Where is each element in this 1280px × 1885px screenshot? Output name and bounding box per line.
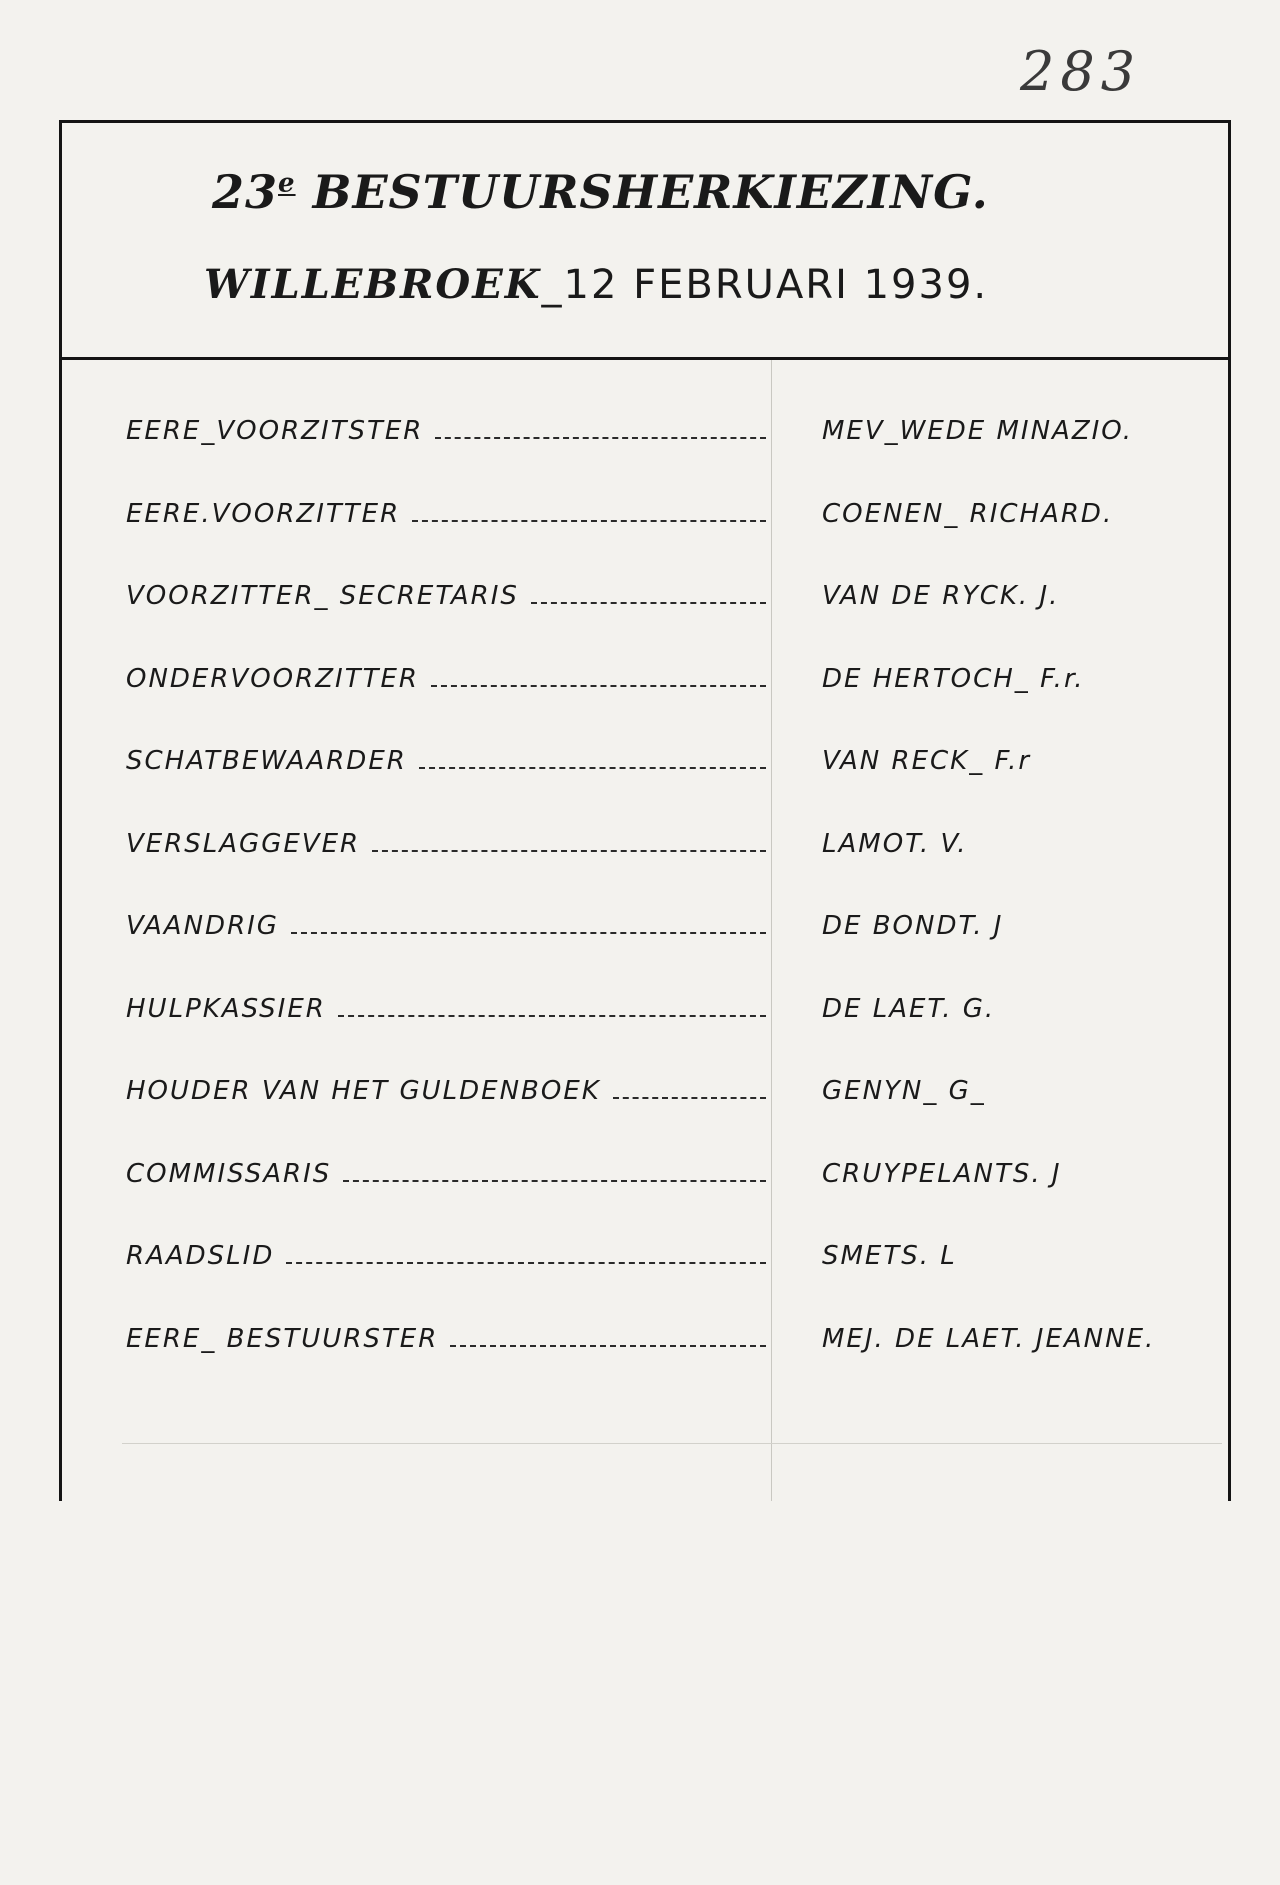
board-role bbox=[126, 1324, 766, 1354]
dotted-leader bbox=[419, 766, 766, 769]
board-role bbox=[126, 1076, 766, 1106]
board-role-label: EERE_ BESTUURSTER bbox=[126, 1323, 439, 1354]
board-role bbox=[126, 499, 766, 529]
dotted-leader bbox=[372, 849, 766, 852]
board-member-name: COENEN_ RICHARD. bbox=[822, 498, 1114, 529]
board-member-name: MEV_WEDE MINAZIO. bbox=[822, 416, 1133, 446]
page-title bbox=[212, 165, 989, 219]
board-role bbox=[126, 994, 766, 1024]
board-row bbox=[62, 823, 1228, 873]
dotted-leader bbox=[286, 1261, 766, 1264]
board-role-label: RAADSLID bbox=[126, 1241, 275, 1271]
board-role-label: VAANDRIG bbox=[126, 911, 279, 941]
dotted-leader bbox=[338, 1014, 766, 1017]
dotted-leader bbox=[291, 931, 766, 934]
board-row bbox=[62, 575, 1228, 625]
board-member-name: SMETS. L bbox=[822, 1241, 957, 1271]
title-number: 23 bbox=[212, 165, 279, 219]
board-member-name: CRUYPELANTS. J bbox=[822, 1158, 1062, 1189]
board-role bbox=[126, 911, 766, 941]
board-role-label: ONDERVOORZITTER bbox=[126, 663, 419, 694]
title-text: BESTUURSHERKIEZING. bbox=[312, 165, 989, 219]
board-row bbox=[62, 1153, 1228, 1203]
board-member-name: LAMOT. V. bbox=[822, 828, 968, 859]
board-role-label: EERE_VOORZITSTER bbox=[126, 416, 424, 446]
dotted-leader bbox=[343, 1179, 766, 1182]
board-role-label: HULPKASSIER bbox=[126, 993, 326, 1024]
board-role-label: SCHATBEWAARDER bbox=[126, 746, 407, 776]
board-row bbox=[62, 1318, 1228, 1368]
dotted-leader bbox=[531, 601, 766, 604]
board-row bbox=[62, 1070, 1228, 1120]
faint-ruling-line bbox=[122, 1443, 1222, 1444]
board-role bbox=[126, 664, 766, 694]
dotted-leader bbox=[613, 1096, 766, 1099]
board-role-label: VOORZITTER_ SECRETARIS bbox=[126, 581, 519, 611]
board-row bbox=[62, 740, 1228, 790]
board-row bbox=[62, 905, 1228, 955]
board-role-label: COMMISSARIS bbox=[126, 1158, 332, 1189]
board-row bbox=[62, 1235, 1228, 1285]
board-role-label: HOUDER VAN HET GULDENBOEK bbox=[126, 1076, 601, 1106]
board-role bbox=[126, 581, 766, 611]
board-member-name: MEJ. DE LAET. JEANNE. bbox=[822, 1323, 1156, 1354]
board-member-name: VAN RECK_ F.r bbox=[822, 746, 1032, 776]
place-date-line bbox=[204, 261, 988, 308]
board-role bbox=[126, 1241, 766, 1271]
board-member-name: GENYN_ G_ bbox=[822, 1076, 986, 1106]
board-row bbox=[62, 658, 1228, 708]
board-role-label: EERE.VOORZITTER bbox=[126, 498, 401, 529]
board-role bbox=[126, 746, 766, 776]
board-row bbox=[62, 410, 1228, 460]
board-member-name: DE BONDT. J bbox=[822, 911, 1004, 941]
meeting-date: _12 FEBRUARI 1939. bbox=[541, 262, 989, 308]
board-row bbox=[62, 988, 1228, 1038]
board-member-name: VAN DE RYCK. J. bbox=[822, 581, 1060, 611]
page-number: 283 bbox=[1020, 40, 1142, 103]
dotted-leader bbox=[435, 436, 766, 439]
board-row bbox=[62, 493, 1228, 543]
board-role-label: VERSLAGGEVER bbox=[126, 828, 361, 859]
board-member-name: DE HERTOCH_ F.r. bbox=[822, 663, 1085, 694]
dotted-leader bbox=[412, 519, 766, 522]
board-role bbox=[126, 416, 766, 446]
title-ordinal-suffix: e bbox=[278, 168, 296, 199]
document-header bbox=[62, 123, 1228, 360]
board-role bbox=[126, 1159, 766, 1189]
place-name: WILLEBROEK bbox=[204, 261, 542, 308]
board-member-name: DE LAET. G. bbox=[822, 993, 996, 1024]
board-role bbox=[126, 829, 766, 859]
dotted-leader bbox=[431, 684, 766, 687]
dotted-leader bbox=[450, 1344, 766, 1347]
document-frame bbox=[59, 120, 1231, 1501]
